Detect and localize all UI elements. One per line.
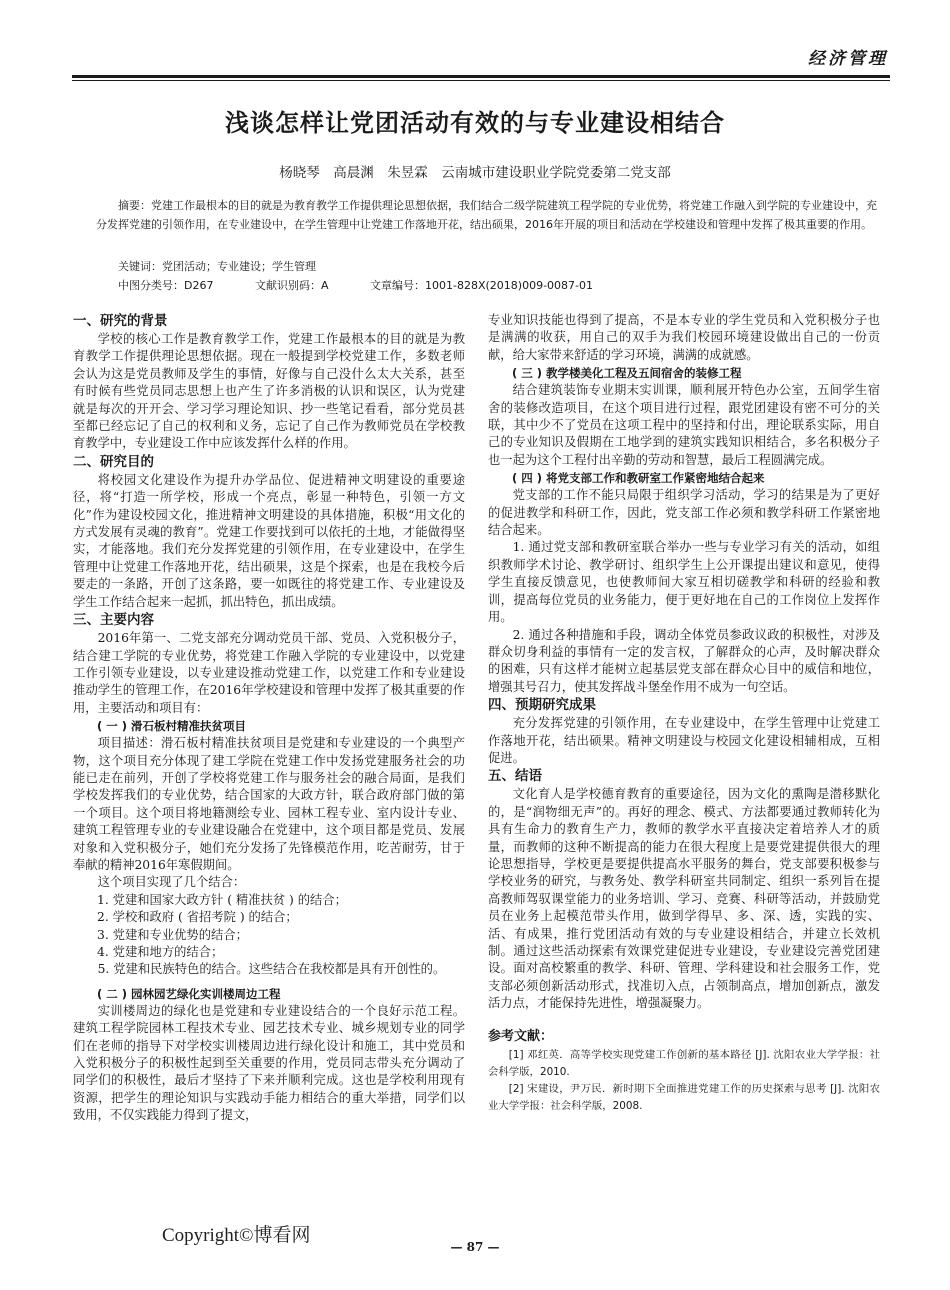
paragraph: 这个项目实现了几个结合： <box>97 875 246 890</box>
header-rule-thin <box>72 80 890 81</box>
section-heading: 五、结语 <box>488 768 542 785</box>
copyright-watermark: Copyright©博看网 <box>162 1225 311 1246</box>
paper-authors: 杨晓琴 高晨渊 朱昱霖 云南城市建设职业学院党委第二党支部 <box>279 165 671 181</box>
paper-title: 浅谈怎样让党团活动有效的与专业建设相结合 <box>225 108 725 137</box>
paragraph: 5. 党建和民族特色的结合。这些结合在我校都是具有开创性的。 <box>97 962 446 977</box>
list-item: 4. 党建和地方的结合； <box>97 945 224 959</box>
list-item: 2. 学校和政府 ( 省招考院 ) 的结合； <box>97 910 298 925</box>
article-number: 文章编号：1001-828X(2018)009-0087-01 <box>370 279 593 292</box>
paragraph: 充分发挥党建的引领作用，在专业建设中，在学生管理中让党建工作落地开花，结出硕果。精神文明建设与校园文化建设相辅相成，互相促进。 <box>488 716 880 765</box>
paragraph: 文化育人是学校德育教育的重要途径，因为文化的熏陶是潜移默化的，是“润物细无声”的。再好的理念、模式、方法都要通过教师转化为具有生命力的教育生产力，教师的教学水平直接决定着培养人才的质量，而教师的这种不断提高的能力在很大程度上是要党建提供很大的理论思想指导，学校更是要提供提高水平服务的舞台，党支部要积极参与学校业务的研究，与教务处、教学科研室共同制定、组织一系列旨在提高教师驾驭课堂能力的业务培训、学习、竞赛、科研等活动，并鼓励党员在业务上起模范带头作用，做到学得早、多、深、透，实践的实、活、有成果，推行党团活动有效的与专业建设相结合，并建立长效机制。通过这些活动探索有效课党建促进专业建设，专业建设完善党团建设。面对高校繁重的教学、科研、管理、学科建设和社会服务工作，党支部必须创新活动形式，找准切入点，占领制高点，增加创新点，激发活力点，才能保持先进性，增强凝聚力。 <box>488 787 880 1011</box>
right-column <box>488 312 880 1115</box>
subsection-heading: ( 一 ) 滑石板村精准扶贫项目 <box>97 719 247 734</box>
paragraph: 2016年第一、二党支部充分调动党员干部、党员、入党积极分子，结合建工学院的专业优势，将党建工作融入学院的专业建设中，以党建工作引领专业建设，以专业建设推动党建工作，以党建工作和专业建设推动学生的管理工作，在2016年学校建设和管理中发挥了极其重要的作用，主要活动和项目有： <box>73 631 465 715</box>
paragraph: 党支部的工作不能只局限于组织学习活动，学习的结果是为了更好的促进教学和科研工作，因此，党支部工作必须和教学科研工作紧密地结合起来。 <box>488 488 880 538</box>
section-heading: 三、主要内容 <box>73 612 154 629</box>
subsection-heading: ( 三 ) 教学楼美化工程及五间宿舍的装修工程 <box>512 366 742 381</box>
paragraph: 项目描述：滑石板村精准扶贫项目是党建和专业建设的一个典型产物，这个项目充分体现了建工学院在党建工作中发扬党建服务社会的功能已走在前列，开创了学校将党建工作与服务社会的融合局面，是我们学校发挥我们的专业优势，结合国家的大政方针，联合政府部门做的第一个项目。这个项目将地籍测绘专业、园林工程专业、室内设计专业、建筑工程管理专业的专业建设融合在党建中，这个项目都是党员、发展对象和入党积极分子，她们充分发扬了先锋模范作用，吃苦耐劳，甘于奉献的精神2016年寒假期间。 <box>73 736 465 872</box>
list-item: 3. 党建和专业优势的结合； <box>97 927 248 942</box>
left-column <box>73 312 465 1125</box>
list-item: 1. 党建和国家大政方针 ( 精准扶贫 ) 的结合； <box>97 892 347 907</box>
classification-line <box>118 277 631 293</box>
header-rule <box>72 75 890 78</box>
paragraph: 学校的核心工作是教育教学工作，党建工作最根本的目的就是为教育教学工作提供理论思想依据。现在一般提到学校党建工作，多数老师会认为这是党员教师及学生的事情，好像与自己没什么太大关系，甚至有时候有些党员同志思想上也产生了许多消极的认识和误区，认为党建就是每次的开开会、学习学习理论知识、抄一些笔记看看，部分党员甚至都已经忘记了自己的权利和义务，忘记了自己作为教师党员在学校教育教学中，专业建设工作中应该发挥什么样的作用。 <box>73 332 465 451</box>
subsection-heading: ( 四 ) 将党支部工作和教研室工作紧密地结合起来 <box>512 471 765 486</box>
page-number: — 87 — <box>450 1240 500 1254</box>
paper-keywords: 关键词：党团活动；专业建设；学生管理 <box>118 260 316 273</box>
document-code: 文献识别码：A <box>254 279 329 292</box>
section-heading: 一、研究的背景 <box>73 313 168 329</box>
paragraph: 结合建筑装饰专业期末实训课，顺利展开特色办公室，五间学生宿舍的装修改造项目，在这个项目进行过程，跟党团建设有密不可分的关联，其中少不了党员在这项工程中的坚持和付出，理论联系实际，用自己的专业知识及假期在工地学到的建筑实践知识相结合，多名积极分子也一起为这个工程付出辛勤的劳动和智慧，最后工程圆满完成。 <box>488 383 880 467</box>
section-heading: 二、研究目的 <box>73 453 154 470</box>
paragraph: 专业知识技能也得到了提高，不是本专业的学生党员和入党积极分子也是满满的收获，用自己的双手为我们校园环境建设做出自己的一份贡献，给大家带来舒适的学习环境，满满的成就感。 <box>488 313 880 362</box>
reference-item: [1] 邓红英．高等学校实现党建工作创新的基本路径 [J]. 沈阳农业大学学报：社会科学版，2010. <box>488 1048 880 1078</box>
paragraph: 1. 通过党支部和教研室联合举办一些与专业学习有关的活动，如组织教师学术讨论、教学研讨、组织学生上公开课提出建议和意见，使得学生直接反馈意见，也使教师间大家互相切磋教学和科研的经验和教训，提高每位党员的业务能力，便于更好地在自己的工作岗位上发挥作用。 <box>488 540 880 625</box>
references-heading: 参考文献： <box>488 1028 554 1044</box>
journal-section-label: 经济管理 <box>808 49 888 69</box>
paragraph: 将校园文化建设作为提升办学品位、促进精神文明建设的重要途径，将“打造一所学校，形成一个亮点，彰显一种特色，引领一方文化”作为建设校园文化，推进精神文明建设的具体措施，积极“用文化的方式发展有灵魂的教育”。党建工作要找到可以依托的土地，才能做得坚实，才能落地。我们充分发挥党建的引领作用，在专业建设中，在学生管理中让党建工作落地开花，结出硕果，这是个探索，也是在我校今后要走的一条路，开创了这条路，要一如既往的将党建工作、专业建设及学生工作结合起来一起抓，抓出特色，抓出成绩。 <box>73 472 465 609</box>
reference-item: [2] 宋建设，尹万民．新时期下全面推进党建工作的历史探索与思考 [J]. 沈阳农业大学学报：社会科学版，2008. <box>488 1082 880 1112</box>
subsection-heading: ( 二 ) 园林园艺绿化实训楼周边工程 <box>97 986 281 1001</box>
paragraph: 2. 通过各种措施和手段，调动全体党员参政议政的积极性，对涉及群众切身利益的事情有一定的发言权，了解群众的心声，及时解决群众的困难，只有这样才能树立起基层党支部在群众心目中的威信和地位，增强其号召力，使其发挥战斗堡垒作用不成为一句空话。 <box>488 627 880 694</box>
paper-abstract: 摘要：党建工作最根本的目的就是为教育教学工作提供理论思想依据，我们结合二级学院建筑工程学院的专业优势，将党建工作融入到学院的专业建设中，充分发挥党建的引领作用，在专业建设中，在学生管理中让党建工作落地开花，结出硕果，2016年开展的项目和活动在学校建设和管理中发挥了极其重要的作用。 <box>96 199 877 231</box>
clc-number: 中图分类号：D267 <box>118 279 214 292</box>
section-heading: 四、预期研究成果 <box>488 697 596 714</box>
paragraph: 实训楼周边的绿化也是党建和专业建设结合的一个良好示范工程。建筑工程学院园林工程技术专业、园艺技术专业、城乡规划专业的同学们在老师的指导下对学校实训楼周边进行绿化设计和施工，其中党员和入党积极分子的积极性起到至关重要的作用，党员同志带头充分调动了同学们的积极性，最后才坚持了下来并顺利完成。这也是学校利用现有资源，把学生的理论知识与实践动手能力相结合的重大举措，同学们以致用，不仅实践能力得到了提文， <box>73 1003 465 1123</box>
